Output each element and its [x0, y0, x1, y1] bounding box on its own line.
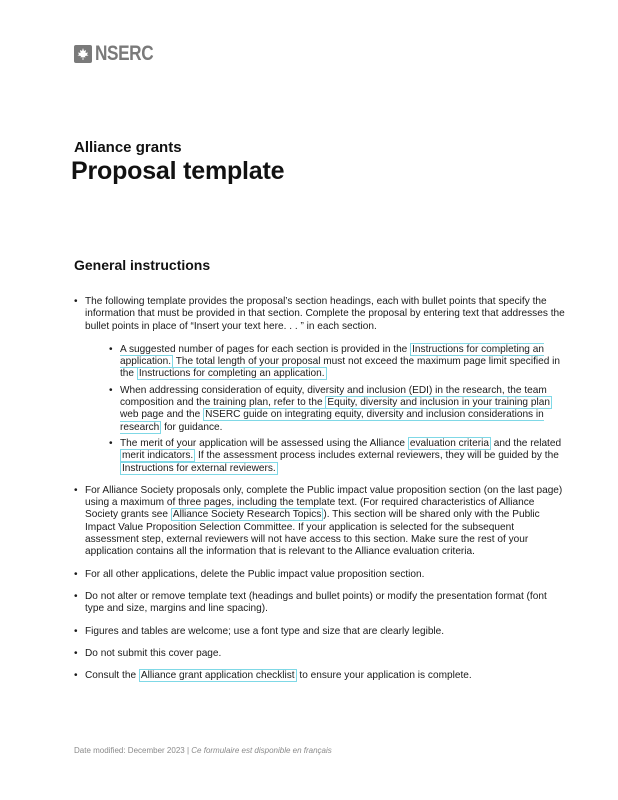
bullet-text: Do not submit this cover page. [85, 647, 222, 659]
evaluation-criteria-link[interactable]: evaluation criteria [409, 437, 489, 449]
list-item [74, 648, 568, 660]
bullet-text: Figures and tables are welcome; use a font type and size that are clearly legible. [85, 625, 445, 637]
document-subtitle: Alliance grants [74, 139, 182, 156]
society-topics-link[interactable]: Alliance Society Research Topics [172, 509, 322, 521]
bullet-text: ). This section will be shared only with the Public Impact Value Proposition Selection Committee. If your application is selected for the subsequent assessment step, external reviewers will not have access to this section. Make sure the rest of your application contains all the information that is relevant to the Alliance evaluation criteria. [85, 509, 540, 558]
list-item [74, 485, 568, 559]
merit-indicators-link[interactable]: merit indicators. [122, 450, 194, 462]
date-modified: Date modified: December 2023 [74, 746, 185, 755]
bullet-text: Consult the [85, 670, 139, 682]
external-reviewers-link[interactable]: Instructions for external reviewers. [122, 462, 276, 474]
bullet-text: to ensure your application is complete. [296, 670, 472, 682]
bullet-text: The merit of your application will be assessed using the Alliance [120, 437, 408, 449]
instructions-link[interactable]: Instructions for completing an application. [120, 343, 544, 368]
list-item [74, 569, 568, 581]
instructions-content [74, 296, 568, 692]
bullet-text: and the related [490, 437, 562, 449]
instructions-link[interactable]: Instructions for completing an application. [138, 368, 325, 380]
list-item [74, 670, 568, 682]
list-item [109, 385, 568, 434]
footer [74, 746, 332, 755]
footer-separator: | [184, 746, 192, 755]
bullet-text: When addressing consideration of equity, diversity and inclusion (EDI) in the research, the team composition and the training plan, refer to the [120, 384, 547, 409]
french-version-note: Ce formulaire est disponible en français [191, 746, 332, 755]
document-title: Proposal template [71, 157, 285, 185]
bullet-text: for guidance. [161, 421, 223, 433]
bullet-text: Do not alter or remove template text (headings and bullet points) or modify the presentation format (font type and size, margins and line spacing). [85, 590, 547, 615]
instructions-list [74, 296, 568, 682]
list-item [109, 438, 568, 475]
section-heading: General instructions [74, 257, 211, 273]
bullet-text: The total length of your proposal must not exceed the maximum page limit specified in the [120, 356, 561, 380]
sub-list [109, 344, 568, 475]
edi-training-plan-link[interactable]: Equity, diversity and inclusion in your training plan [327, 397, 550, 409]
nserc-logo [74, 43, 166, 64]
list-item [74, 591, 568, 616]
bullet-text: web page and the [120, 409, 204, 421]
bullet-text: A suggested number of pages for each section is provided in the [120, 343, 411, 355]
bullet-text: For all other applications, delete the Public impact value proposition section. [85, 568, 425, 580]
list-item [74, 626, 568, 638]
application-checklist-link[interactable]: Alliance grant application checklist [140, 670, 295, 682]
list-item [74, 296, 568, 475]
list-item [109, 344, 568, 381]
edi-guide-link[interactable]: NSERC guide on integrating equity, diversity and inclusion considerations in research [120, 409, 544, 433]
logo-text: NSERC [95, 42, 154, 65]
bullet-text: The following template provides the proposal’s section headings, each with bullet points that specify the information that must be provided in that section. Complete the proposal by entering text that addresses the bullet points in place of “Insert your text here. . . ” in each section. [85, 296, 565, 332]
maple-leaf-icon [74, 45, 92, 63]
bullet-text: If the assessment process includes external reviewers, they will be guided by the [195, 450, 559, 462]
bullet-text: For Alliance Society proposals only, complete the Public impact value proposition section (on the last page) using a maximum of three pages, including the template text. (For required characteristics of Alliance Society grants see [85, 484, 563, 521]
